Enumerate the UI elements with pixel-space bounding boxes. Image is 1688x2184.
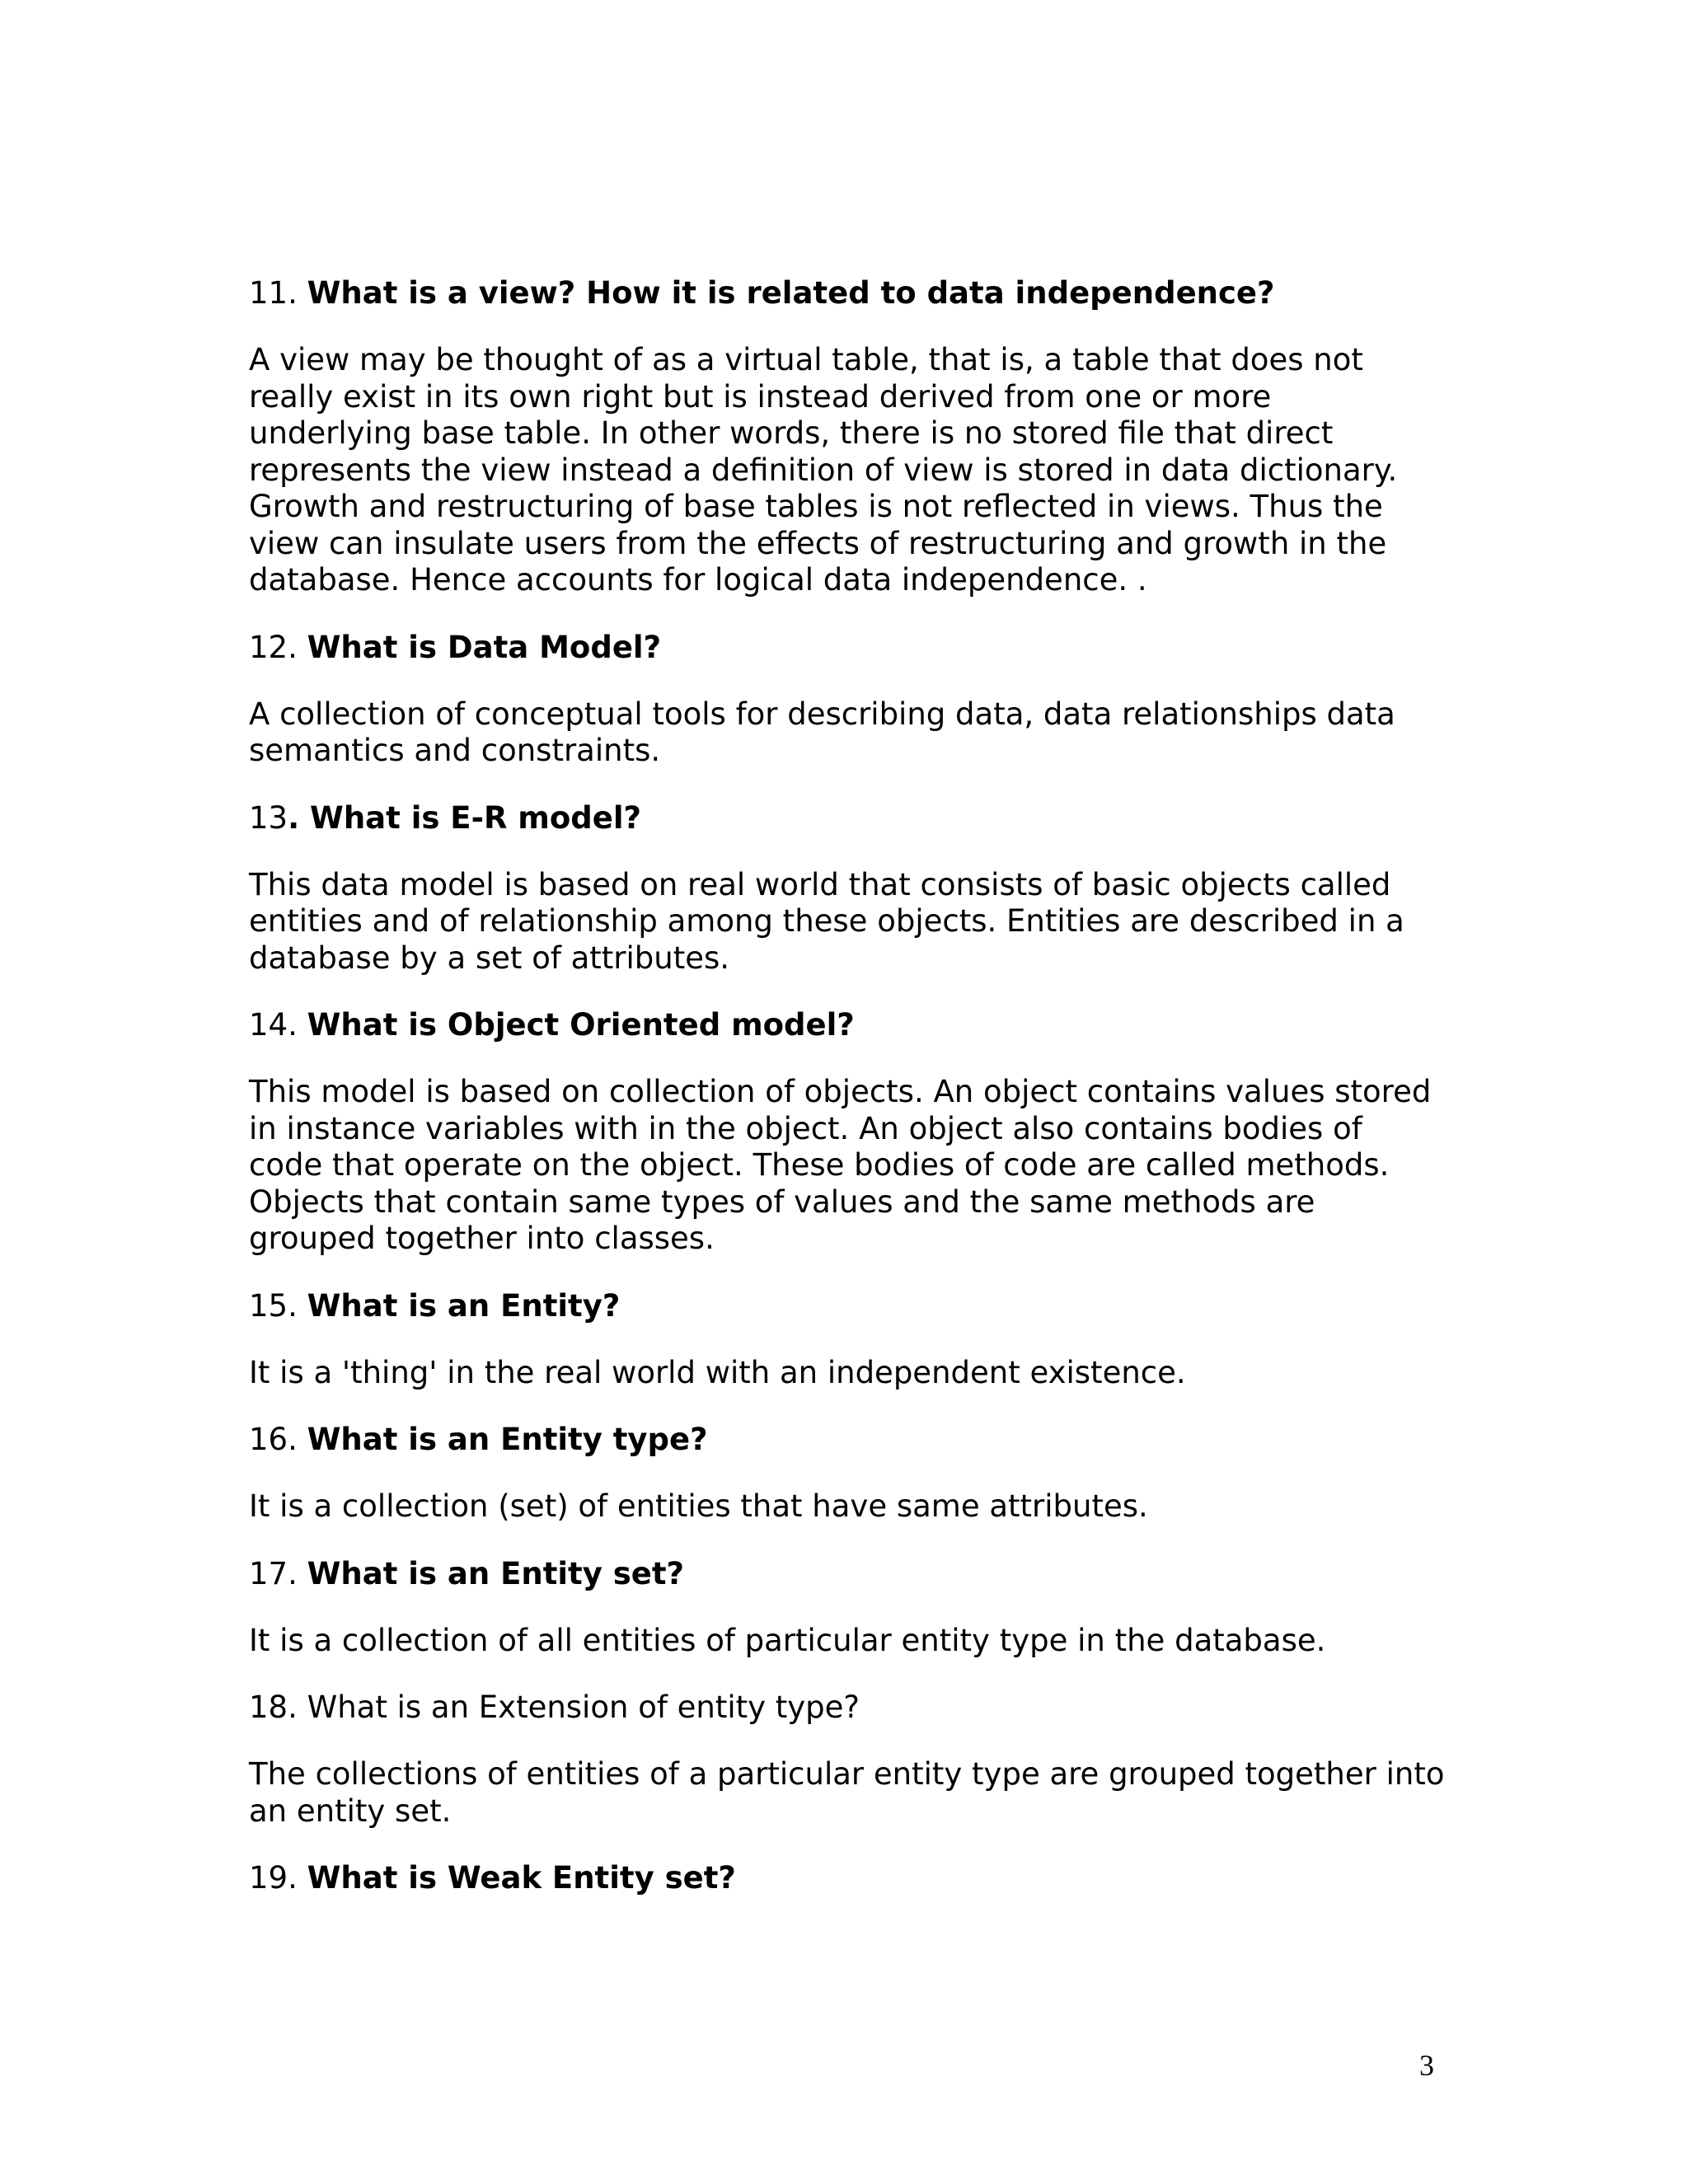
question-number: 16. (249, 1422, 307, 1457)
answer-paragraph (249, 696, 1452, 770)
question-heading (249, 1288, 1452, 1324)
question-heading (249, 1860, 1452, 1896)
question-heading (249, 275, 1452, 312)
question-heading (249, 1556, 1452, 1592)
answer-paragraph (249, 1074, 1452, 1258)
question-text: What is an Entity type? (307, 1422, 708, 1457)
answer-line: A view may be thought of as a virtual table, that is, a table that does not (249, 342, 1363, 377)
question-text: What is an Entity? (307, 1287, 621, 1324)
answer-line: This data model is based on real world that consists of basic objects called (249, 866, 1391, 902)
question-number: 17. (249, 1555, 307, 1591)
question-heading (249, 1422, 1452, 1458)
document-body (249, 275, 1452, 1927)
question-number: 18. (249, 1690, 307, 1725)
answer-paragraph (249, 1756, 1452, 1830)
question-heading (249, 1007, 1452, 1043)
answer-line: represents the view instead a definition of view is stored in data dictionary. (249, 452, 1398, 488)
question-number: 13 (249, 799, 288, 836)
answer-line: an entity set. (249, 1793, 452, 1829)
question-heading (249, 800, 1452, 837)
question-text: What is an Entity set? (307, 1555, 685, 1591)
answer-line: database. Hence accounts for logical data independence. . (249, 562, 1147, 598)
question-text: . What is E-R model? (288, 799, 642, 836)
answer-paragraph (249, 867, 1452, 977)
answer-line: The collections of entities of a particular entity type are grouped together into (249, 1756, 1445, 1792)
answer-line: code that operate on the object. These bodies of code are called methods. (249, 1147, 1390, 1183)
question-text: What is Object Oriented model? (307, 1007, 855, 1043)
question-number: 14. (249, 1007, 307, 1043)
answer-line: database by a set of attributes. (249, 940, 730, 976)
answer-line: It is a collection of all entities of particular entity type in the database. (249, 1622, 1326, 1658)
question-text: What is Data Model? (307, 629, 662, 665)
answer-line: Growth and restructuring of base tables is not reflected in views. Thus the (249, 489, 1383, 524)
answer-line: Objects that contain same types of values and the same methods are (249, 1183, 1315, 1220)
answer-line: semantics and constraints. (249, 733, 661, 768)
answer-paragraph (249, 1488, 1452, 1526)
question-number: 12. (249, 629, 307, 665)
question-text: What is an Extension of entity type? (307, 1690, 860, 1725)
question-number: 19. (249, 1860, 307, 1896)
question-heading (249, 1690, 1452, 1726)
answer-paragraph (249, 1355, 1452, 1392)
answer-line: grouped together into classes. (249, 1221, 715, 1256)
answer-line: entities and of relationship among these objects. Entities are described in a (249, 903, 1404, 939)
question-text: What is a view? How it is related to data independence? (307, 275, 1275, 311)
answer-line: A collection of conceptual tools for describing data, data relationships data (249, 696, 1395, 732)
answer-line: really exist in its own right but is instead derived from one or more (249, 378, 1272, 415)
answer-line: in instance variables with in the object. An object also contains bodies of (249, 1110, 1362, 1146)
answer-paragraph (249, 1623, 1452, 1660)
answer-line: It is a collection (set) of entities that have same attributes. (249, 1488, 1148, 1524)
page-number: 3 (1419, 2049, 1434, 2082)
answer-paragraph (249, 342, 1452, 599)
question-number: 11. (249, 275, 307, 311)
answer-line: This model is based on collection of objects. An object contains values stored (249, 1074, 1432, 1109)
answer-line: underlying base table. In other words, there is no stored file that direct (249, 415, 1334, 451)
answer-line: It is a 'thing' in the real world with an independent existence. (249, 1354, 1186, 1390)
question-number: 15. (249, 1287, 307, 1324)
question-text: What is Weak Entity set? (307, 1860, 736, 1896)
answer-line: view can insulate users from the effects of restructuring and growth in the (249, 525, 1387, 561)
question-heading (249, 630, 1452, 666)
